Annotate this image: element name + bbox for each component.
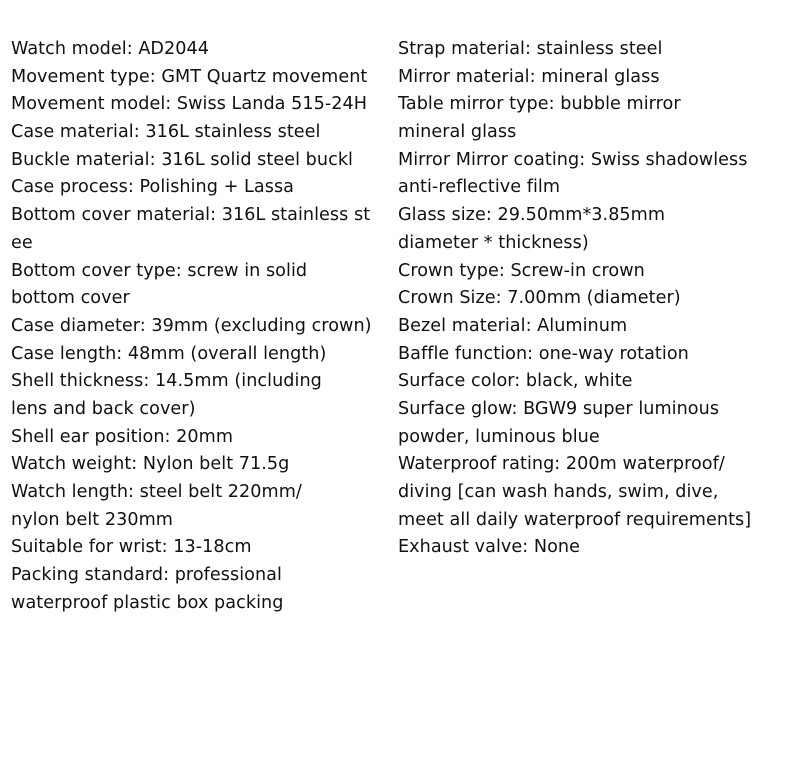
spec-line: mineral glass [398, 122, 517, 143]
spec-line: Watch weight: Nylon belt 71.5g [11, 454, 290, 475]
spec-line: Buckle material: 316L solid steel buckl [11, 149, 353, 170]
spec-line: Surface glow: BGW9 super luminous [398, 398, 720, 419]
spec-line: Bottom cover material: 316L stainless st [11, 205, 371, 226]
spec-line: Mirror Mirror coating: Swiss shadowless [398, 149, 748, 170]
spec-line: Strap material: stainless steel [398, 39, 663, 59]
spec-line: Table mirror type: bubble mirror [398, 94, 681, 115]
spec-line: Packing standard: professional [11, 565, 282, 586]
spec-line: Suitable for wrist: 13-18cm [11, 537, 252, 558]
spec-line: Movement type: GMT Quartz movement [11, 66, 368, 87]
spec-line: Shell ear position: 20mm [11, 426, 234, 447]
spec-line: waterproof plastic box packing [11, 592, 284, 613]
spec-column-left [11, 36, 396, 617]
spec-line: lens and back cover) [11, 398, 196, 419]
spec-line: Glass size: 29.50mm*3.85mm [398, 205, 666, 226]
spec-line: Shell thickness: 14.5mm (including [11, 371, 322, 392]
spec-line: Watch model: AD2044 [11, 39, 209, 59]
spec-line: Mirror material: mineral glass [398, 66, 660, 87]
spec-line: Case diameter: 39mm (excluding crown) [11, 315, 372, 336]
spec-line: Baffle function: one-way rotation [398, 343, 689, 364]
spec-line: anti-reflective film [398, 177, 561, 198]
spec-line: Exhaust valve: None [398, 537, 580, 558]
spec-line: meet all daily waterproof requirements] [398, 509, 752, 530]
spec-line: Surface color: black, white [398, 371, 633, 392]
spec-line: Movement model: Swiss Landa 515-24H [11, 94, 368, 115]
spec-line: Case material: 316L stainless steel [11, 122, 321, 143]
spec-line: Waterproof rating: 200m waterproof/ [398, 454, 725, 475]
spec-line: diameter * thickness) [398, 232, 589, 253]
spec-line: Crown Size: 7.00mm (diameter) [398, 288, 681, 309]
spec-line: nylon belt 230mm [11, 509, 173, 530]
spec-line: Bottom cover type: screw in solid [11, 260, 308, 281]
spec-column-right [398, 36, 783, 562]
spec-line: Crown type: Screw-in crown [398, 260, 645, 281]
spec-line: bottom cover [11, 288, 130, 309]
spec-line: Case process: Polishing + Lassa [11, 177, 294, 198]
spec-line: Watch length: steel belt 220mm/ [11, 482, 302, 502]
spec-line: ee [11, 232, 33, 253]
spec-line: diving [can wash hands, swim, dive, [398, 482, 719, 502]
spec-line: Case length: 48mm (overall length) [11, 343, 327, 364]
spec-line: powder, luminous blue [398, 426, 600, 447]
spec-line: Bezel material: Aluminum [398, 315, 628, 336]
